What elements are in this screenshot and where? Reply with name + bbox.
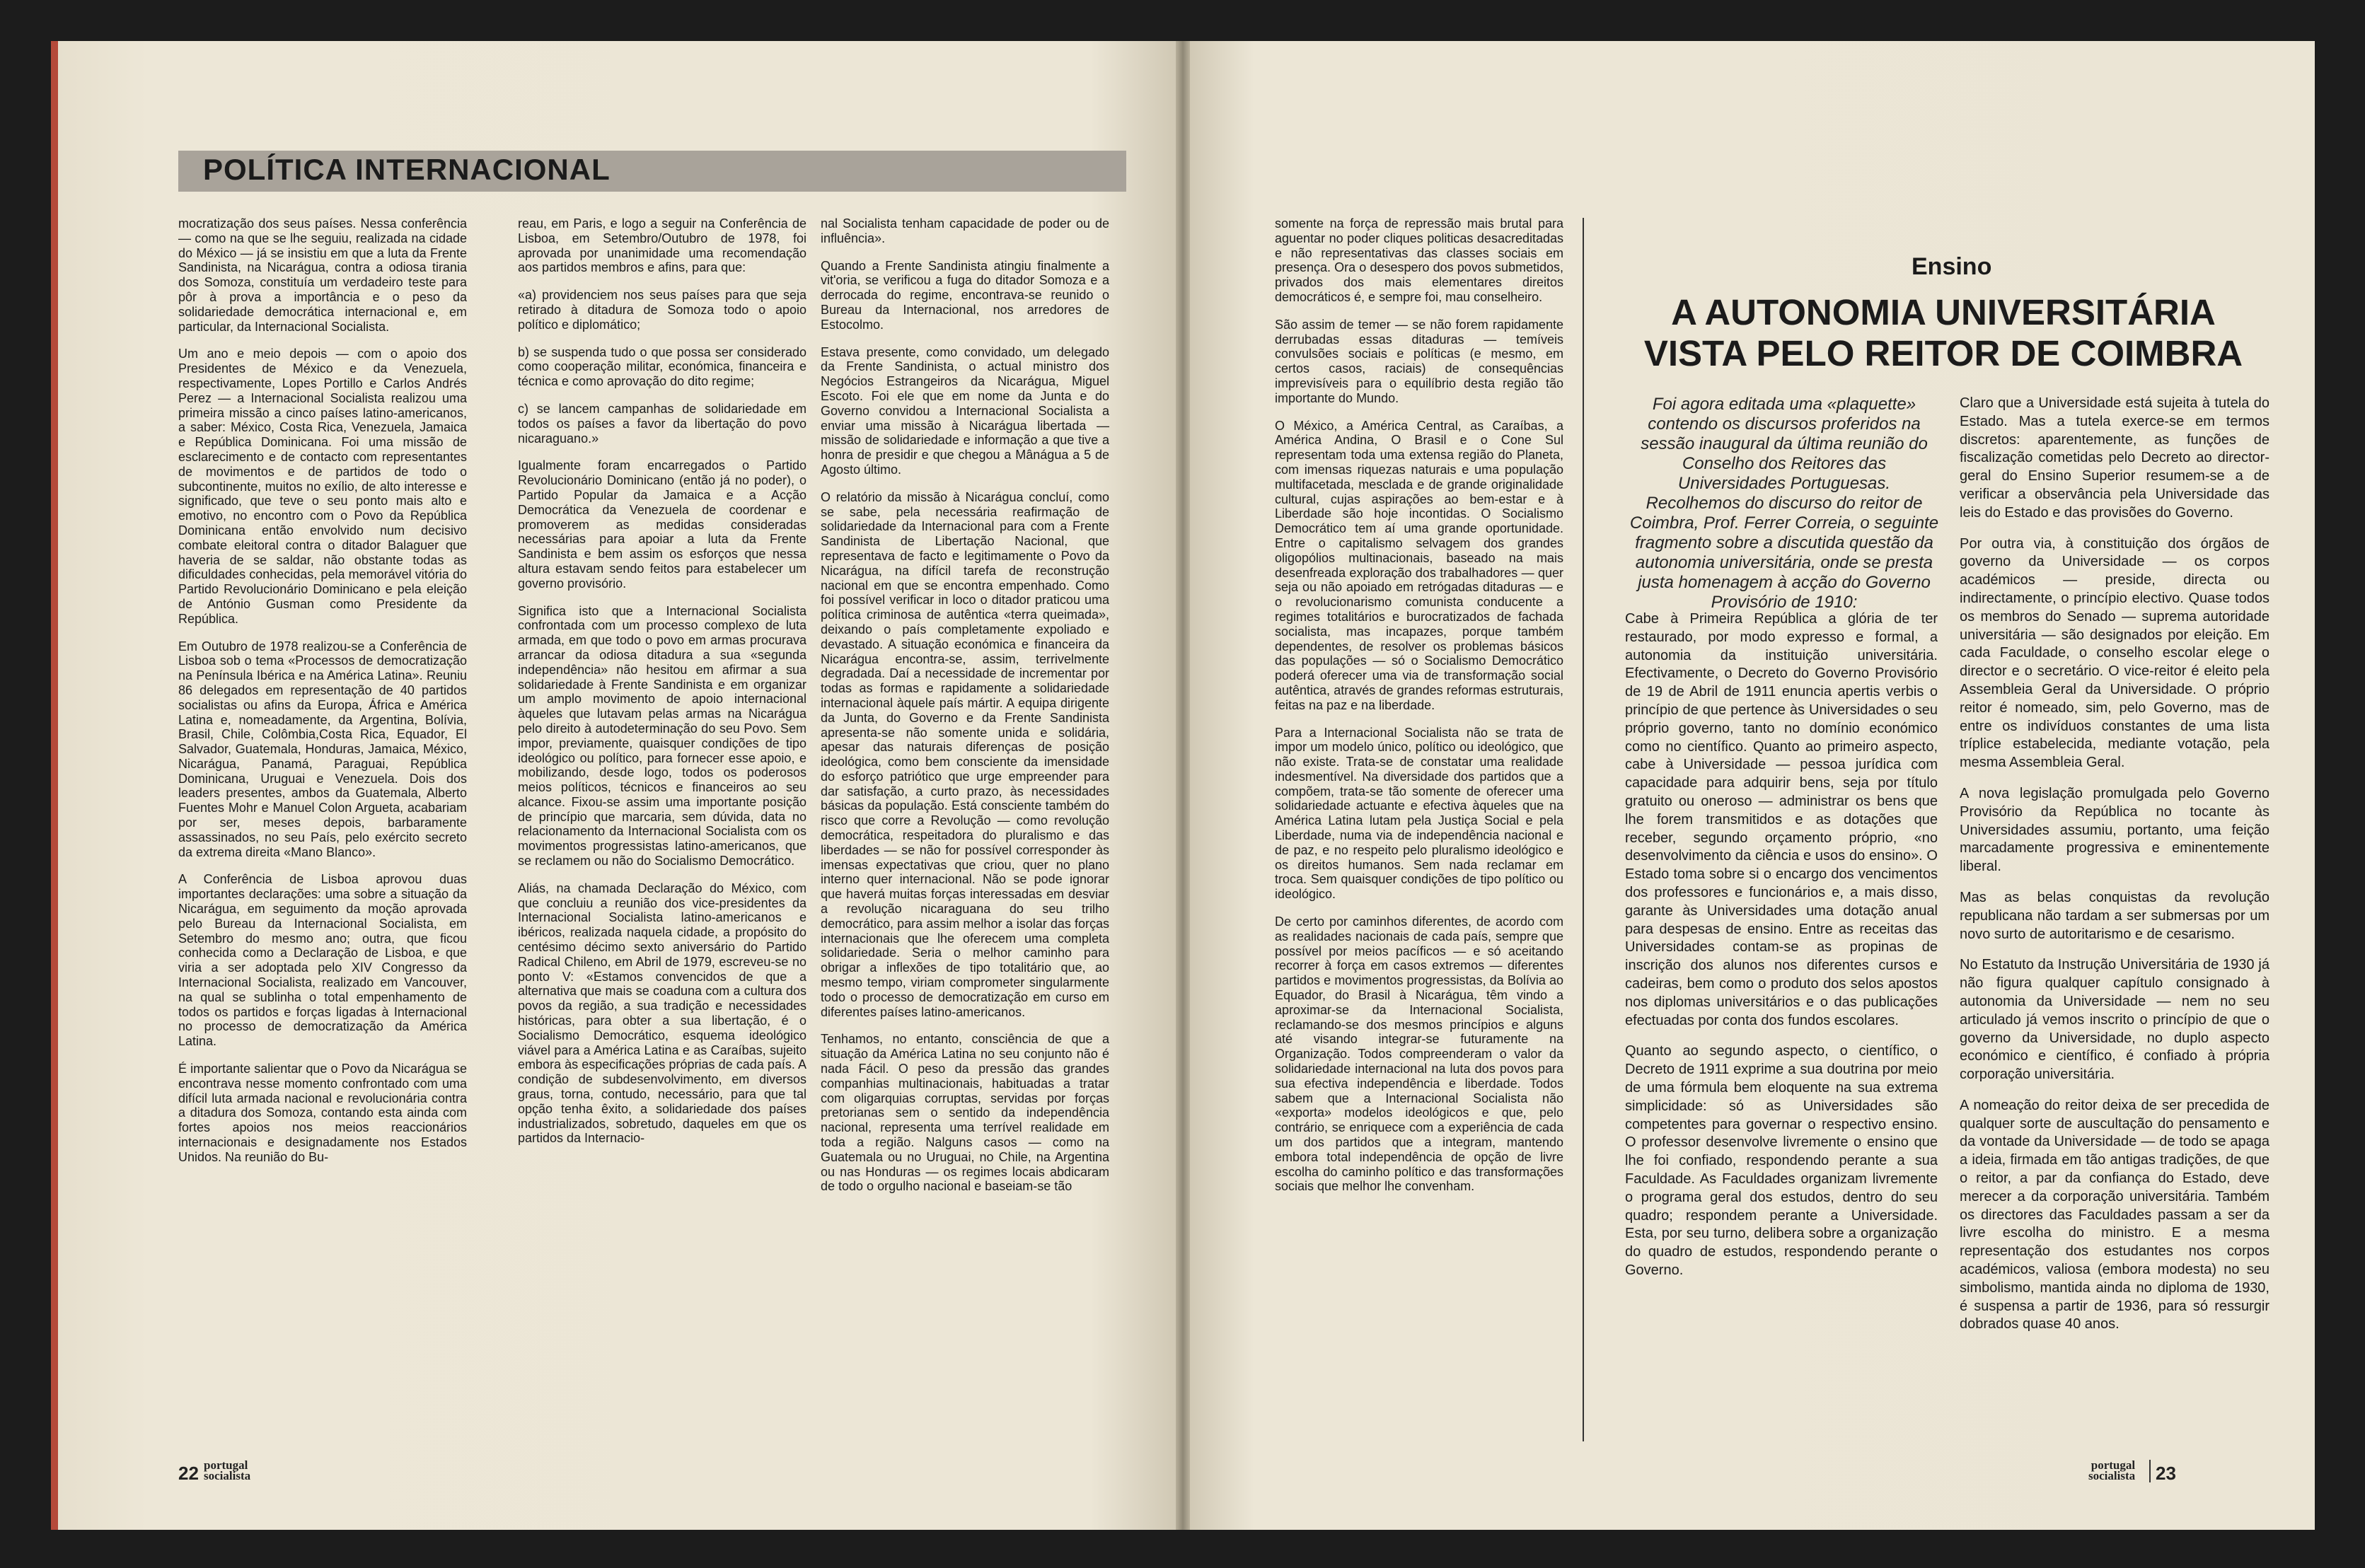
paragraph: Significa isto que a Internacional Socialista confrontada com um processo complexo de luta armada, em que todo o povo em armas procurava arrancar da odiosa ditadura a sua «segunda independência» não hesitou em afirmar a sua solidariedade à Frente Sandinista e em organizar um amplo movimento de apoio internacional àqueles que lutavam pelas armas na Nicarágua pelo direito à autodeterminação do seu Povo. Sem impor, previamente, quaisquer condições de tipo ideológico ou político, para fornecer esse apoio, e mobilizando, desde logo, todos os poderosos meios políticos, técnicos e financeiros ao seu alcance. Fixou-se assim uma importante posição de princípio que marcaria, sem dúvida, data no relacionamento da Internacional Socialista com os movimentos progressistas latino-americanos, que se reclamem ou não do Socialismo Democrático. bbox=[518, 603, 806, 869]
magazine-spread bbox=[51, 41, 2315, 1530]
paragraph: Um ano e meio depois — com o apoio dos Presidentes de México e da Venezuela, respectivamente, Lopes Portillo e Carlos Andrés Perez — a Internacional Socialista realizou uma primeira missão a cinco países latino-americanos, a saber: México, Costa Rica, Venezuela, Jamaica e República Dominicana. Foi uma missão de esclarecimento e de contacto com representantes de movimentos e de partidos de todo o subcontinente, muitos no exílio, de alto interesse e significado, que teve o seu ponto mais alto e emotivo, no encontro com o Povo da República Dominicana então envolvido num decisivo combate eleitoral contra o ditador Balaguer que haveria de se saldar, não obstante todas as dificuldades conhecidas, pela memorável vitória do Partido Revolucionário Dominicano e pela eleição de António Gusman como Presidente da República. bbox=[178, 347, 467, 626]
article-column-1 bbox=[1625, 610, 1938, 1293]
paragraph: somente na força de repressão mais brutal para aguentar no poder cliques politicas desacreditadas e não representativas das classes sociais em presença. Ora o desespero dos povos submetidos, privados dos mais elementares direitos democráticos é, e sempre foi, mau conselheiro. bbox=[1275, 216, 1563, 304]
paragraph: O relatório da missão à Nicarágua concluí, como se sabe, pela necessária reafirmação de solidariedade da Internacional para com a Frente Sandinista de Libertação Nacional, que representava de facto e legitimamente o Povo da Nicarágua, na difícil tarefa de reconstrução nacional em que se encontra empenhado. Como foi possível verificar in loco o ditador praticou uma política criminosa de autêntica «terra queimada», deixando o país completamente expoliado e devastado. A situação económica e financeira da Nicarágua encontra-se, assim, terrivelmente degradada. Daí a necessidade de incrementar por todas as formas e rapidamente a solidariedade internacional àquele país mártir. A equipa dirigente da Junta, do Governo e da Frente Sandinista apresenta-se não somente unida e solidária, apesar das naturais diferenças de posição ideológica, como bem consciente da imensidade do esforço patriótico que urge empreender para dar satisfação, a curto prazo, às necessidades básicas da população. Está consciente também do risco que corre a Revolução — como revolução democrática, respeitadora do pluralismo e das liberdades — se não for possível corresponder às imensas expectativas que criou, quer no plano interno quer internacional. Não se pode ignorar que haverá muitas forças interessadas em desviar a revolução nicaraguana do seu trilho democrático, para assim melhor a isolar das forças internacionais que lhe oferecem uma completa solidariedade. Seria o melhor caminho para obrigar a inflexões de tipo totalitário que, ao mesmo tempo, viriam comprometer singularmente todo o processo de democratização em curso em diferentes países latino-americanos. bbox=[821, 489, 1109, 1019]
paragraph: O México, a América Central, as Caraíbas, a América Andina, O Brasil e o Cone Sul representam toda uma extensa região do Planeta, com imensas riquezas naturais e uma população multifacetada, mesclada e de grande originalidade cultural, cujas aspirações ao bem-estar e à Liberdade são hoje incontidas. O Socialismo Democrático tem aí uma grande oportunidade. Entre o capitalismo selvagem dos grandes oligopólios multinacionais, baseado na mais desenfreada exploração dos trabalhadores — quer seja ou não apoiado em retrógadas ditaduras — e o revolucionarismo comunista conducente a regimes totalitários e burocratizados de fachada socialista, mas incapazes, porque também dependentes, de resolver os problemas básicos das populações — só o Socialismo Democrático poderá oferecer uma via de transformação social autêntica, através de grandes reformas estruturais, feitas na paz e na liberdade. bbox=[1275, 418, 1563, 712]
right-page-column-1 bbox=[1275, 216, 1563, 1207]
paragraph: «a) providenciem nos seus países para que seja retirado à ditadura de Somoza todo o apoio político e diplomático; bbox=[518, 288, 806, 332]
paragraph: Quando a Frente Sandinista atingiu finalmente a vit'oria, se verificou a fuga do ditador Somoza e a derrocada do regime, encontrava-se reunido o Bureau da Internacional, nos arredores de Estocolmo. bbox=[821, 258, 1109, 332]
article-lede: Foi agora editada uma «plaquette» contendo os discursos proferidos na sessão inaugural da última reunião do Conselho dos Reitores das Universidades Portuguesas. Recolhemos do discurso do reitor de Coimbra, Prof. Ferrer Correia, o seguinte fragmento sobre a discutida questão da autonomia universitária, onde se presta justa homenagem à acção do Governo Provisório de 1910: bbox=[1629, 395, 1939, 612]
paragraph: b) se suspenda tudo o que possa ser considerado como cooperação militar, económica, financeira e técnica e como aprovação do dito regime; bbox=[518, 344, 806, 389]
left-page-column-1 bbox=[178, 216, 467, 1178]
page-number-right: 23 bbox=[2156, 1463, 2176, 1484]
headline-line-2: VISTA PELO REITOR DE COIMBRA bbox=[1643, 333, 2243, 373]
left-page-column-2 bbox=[518, 216, 806, 1158]
paragraph: Por outra via, à constituição dos órgãos de governo da Universidade — os corpos académicos — preside, directa ou indirectamente, o princípio electivo. Quase todos os membros do Senado — suprema autoridade universitária — são designados por eleição. Em cada Faculdade, o conselho escolar elege o director e o secretário. O vice-reitor é eleito pela Assembleia Geral da Universidade. O próprio reitor é nomeado, sim, pelo Governo, mas de entre os indivíduos constantes de uma lista tríplice estabelecida, mediante votação, pela mesma Assembleia Geral. bbox=[1960, 535, 2269, 771]
paragraph: nal Socialista tenham capacidade de poder ou de influência». bbox=[821, 216, 1109, 245]
publication-logo-left bbox=[204, 1460, 250, 1481]
logo-word-2: socialista bbox=[204, 1469, 251, 1482]
page-gutter bbox=[1176, 41, 1190, 1530]
paragraph: Cabe à Primeira República a glória de ter restaurado, por modo expresso e formal, a autonomia da instituição universitária. Efectivamente, o Decreto do Governo Provisório de 19 de Abril de 1911 enuncia apertis verbis o princípio de que pertence às Universidades o seu próprio governo, tanto no domínio económico como no científico. Quanto ao primeiro aspecto, cabe à Universidade — pessoa jurídica com capacidade para adquirir bens, seja por título gratuito ou oneroso — administrar os bens que lhe forem transmitidos e as dotações que receber, segundo orçamento próprio, «no desenvolvimento da ciência e usos do ensino». O Estado toma sobre si o encargo dos vencimentos dos professores e funcionários e, a mais disso, garante às Universidades uma dotação anual para despesas de ensino. Entre as receitas das Universidades contam-se as propinas de inscrição dos alunos nos diferentes cursos e cadeiras, bem como o produto dos selos apostos nos diplomas universitários e o das publicações efectuadas por conta dos fundos escolares. bbox=[1625, 611, 1938, 1028]
article-column-2 bbox=[1960, 395, 2269, 1347]
paragraph: Tenhamos, no entanto, consciência de que a situação da América Latina no seu conjunto não é nada Fácil. O peso da pressão das grandes companhias multinacionais, habituadas a tratar com oligarquias corruptas, servidas por forças pretorianas sem o sentido da independência nacional, representa uma terrível realidade em toda a região. Nalguns casos — como na Guatemala ou no Uruguai, no Chile, na Argentina ou nas Honduras — os regimes locais abdicaram de todo o orgulho nacional e baseiam-se tão bbox=[821, 1032, 1109, 1194]
page-number-left: 22 bbox=[178, 1463, 199, 1484]
paragraph: c) se lancem campanhas de solidariedade em todos os países a favor da libertação do povo nicaraguano.» bbox=[518, 401, 806, 446]
paragraph: Estava presente, como convidado, um delegado da Frente Sandinista, o actual ministro dos Negócios Estrangeiros da Nicarágua, Miguel Escoto. Foi ele que em nome da Junta e do Governo convidou a Internacional Socialista a enviar uma missão à Nicarágua libertada — missão de solidariedade e informação a que tive a honra de presidir e que chegou a Mânágua a 5 de Agosto último. bbox=[821, 344, 1109, 477]
paragraph: A Conferência de Lisboa aprovou duas importantes declarações: uma sobre a situação da Nicarágua, em seguimento da moção aprovada pelo Bureau da Internacional Socialista, em Setembro do mesmo ano; outra, que ficou conhecida como a Declaração de Lisboa, e que viria a ser adoptada pelo XIV Congresso da Internacional Socialista, realizado em Vancouver, na qual se sublinha o total empenhamento de todos os partidos e forças ligadas à Internacional no processo de democratização da América Latina. bbox=[178, 872, 467, 1049]
section-title: POLÍTICA INTERNACIONAL bbox=[203, 153, 611, 186]
publication-logo-right bbox=[2088, 1460, 2135, 1481]
logo-word-2: socialista bbox=[2088, 1469, 2136, 1482]
paragraph: Aliás, na chamada Declaração do México, com que concluiu a reunião dos vice-presidentes da Internacional Socialista latino-americanos e ibéricos, realizada naquela cidade, a propósito do centésimo décimo sexto aniversário do Partido Radical Chileno, em Abril de 1979, escreveu-se no ponto V: «Estamos convencidos de que a alternativa que mais se coaduna com a cultura dos povos da região, a sua tradição e necessidades históricas, para obter a sua libertação, é o Socialismo Democrático, esquema ideológico viável para a América Latina e as Caraíbas, sujeito embora às especificações próprias de cada país. A condição de subdesenvolvimento, em diversos graus, torna, contudo, necessário, para que tal opção tenha êxito, a solidariedade dos países industrializados, sobretudo, daqueles em que os partidos da Internacio- bbox=[518, 881, 806, 1146]
paragraph: A nova legislação promulgada pelo Governo Provisório da República no tocante às Universidades assumiu, portanto, uma feição marcadamente progressiva e eminentemente liberal. bbox=[1960, 785, 2269, 875]
logo-word-1: portugal bbox=[2091, 1458, 2136, 1472]
paragraph: É importante salientar que o Povo da Nicarágua se encontrava nesse momento confrontado com uma difícil luta armada nacional e revolucionária contra a ditadura dos Somoza, contando esta ainda com fortes apoios nos meios reaccionários internacionais e designadamente nos Estados Unidos. Na reunião do Bu- bbox=[178, 1062, 467, 1164]
paragraph: reau, em Paris, e logo a seguir na Conferência de Lisboa, em Setembro/Outubro de 1978, foi aprovada por unanimidade uma recomendação aos partidos membros e afins, para que: bbox=[518, 216, 806, 275]
paragraph: Claro que a Universidade está sujeita à tutela do Estado. Mas a tutela exerce-se em termos discretos: aparentemente, as funções de fiscalização cometidas pelo Decreto ao director-geral do Ensino Superior resumem-se a de verificar a observância pela Universidade das leis do Estado e das provisões do Governo. bbox=[1960, 395, 2269, 521]
article-kicker: Ensino bbox=[1912, 253, 1992, 280]
paragraph: No Estatuto da Instrução Universitária de 1930 já não figura qualquer capítulo consignado à autonomia da Universidade — nem no seu articulado já vemos inscrito o princípio de que o governo da Universidade, no duplo aspecto económico e científico, é confiado à própria corporação universitária. bbox=[1960, 957, 2269, 1083]
column-divider bbox=[1583, 218, 1584, 1441]
paragraph: Para a Internacional Socialista não se trata de impor um modelo único, político ou ideológico, que não existe. Trata-se de constatar uma realidade indesmentível. Na diversidade dos partidos que a compõem, trata-se tão somente de oferecer uma solidariedade actuante e efectiva àqueles que na América Latina lutam pela Justiça Social e pela Liberdade, numa via de independência nacional e de paz, e no respeito pelo pluralismo ideológico e os direitos humanos. Sem nada reclamar em troca. Sem quaisquer condições de tipo político ou ideológico. bbox=[1275, 725, 1563, 902]
paragraph: De certo por caminhos diferentes, de acordo com as realidades nacionais de cada país, sempre que possível por meios pacíficos — e só aceitando recorrer à força em casos extremos — diferentes partidos e movimentos progressistas, da Bolívia ao Equador, do Brasil à Nicarágua, têm vindo a aproximar-se da Internacional Socialista, reclamando-se dos mesmos princípios e alguns até visando integrar-se futuramente na Organização. Todos compreenderam o valor da solidariedade internacional na luta dos povos para sua efectiva independência e liberdade. Todos sabem que a Internacional Socialista não «exporta» modelos ideológicos e que, pelo contrário, se enriquece com a experiência de cada um dos partidos que a integram, mantendo embora total independência de opção de livre escolha do caminho político e das transformações sociais que melhor lhe convenham. bbox=[1275, 914, 1563, 1194]
paragraph: mocratização dos seus países. Nessa conferência — como na que se lhe seguiu, realizada na cidade do México — já se insistiu em que a luta da Frente Sandinista, na Nicarágua, contra a odiosa tirania dos Somoza, constituía um verdadeiro teste para pôr à prova a importância e o peso da solidariedade democrática internacional e, em particular, da Internacional Socialista. bbox=[178, 216, 467, 334]
paragraph: Igualmente foram encarregados o Partido Revolucionário Dominicano (então já no poder), o Partido Popular da Jamaica e a Acção Democrática da Venezuela de coordenar e promoverem as medidas consideradas necessárias para apoiar a luta da Frente Sandinista e bem assim os esforços que nessa altura estavam sendo feitos para estabelecer um governo provisório. bbox=[518, 458, 806, 591]
paragraph: A nomeação do reitor deixa de ser precedida de qualquer sorte de auscultação do pensamento e da vontade da Universidade — de todo se apaga a ideia, firmada em tão antigas tradições, de que o reitor, a par da confiança do Estado, deve merecer a da corporação universitária. Também os directores das Faculdades passam a ser da livre escolha do ministro. E a mesma representação dos estudantes nos corpos académicos, valiosa (embora modesta) no seu simbolismo, mantida ainda no diploma de 1930, é suspensa a partir de 1936, para só ressurgir dobrados quase 40 anos. bbox=[1960, 1097, 2269, 1332]
left-page-column-3 bbox=[821, 216, 1109, 1207]
paragraph: São assim de temer — se não forem rapidamente derrubadas essas ditaduras — temíveis convulsões sociais e políticas (e mesmo, em certos casos, raciais) de consequências imprevisíveis para o equilíbrio desta região tão importante do Mundo. bbox=[1275, 317, 1563, 405]
paragraph: Mas as belas conquistas da revolução republicana não tardam a ser submersas por um novo surto de autoritarismo e de cesarismo. bbox=[1960, 889, 2269, 942]
paragraph: Quanto ao segundo aspecto, o científico, o Decreto de 1911 exprime a sua doutrina por meio de uma fórmula bem eloquente na sua extrema simplicidade: só as Universidades são competentes para governar o respectivo ensino. O professor desenvolve livremente o ensino que lhe foi confiado, respondendo perante a sua Faculdade. As Faculdades organizam livremente o programa geral dos estudos, dentro do seu quadro; respondem perante a Universidade. Esta, por seu turno, delibera sobre a organização do quadro de estudos, respondendo perante o Governo. bbox=[1625, 1043, 1938, 1278]
paragraph: Em Outubro de 1978 realizou-se a Conferência de Lisboa sob o tema «Processos de democratização na Península Ibérica e na América Latina». Reuniu 86 delegados em representação de 40 partidos socialistas ou afins da Europa, África e América Latina e, nomeadamente, da Argentina, Bolívia, Brasil, Chile, Colômbia,Costa Rica, Equador, El Salvador, Guatemala, Honduras, Jamaica, México, Nicarágua, Panamá, Paraguai, República Dominicana, Uruguai e Venezuela. Dois dos leaders presentes, ambos da Guatemala, Alberto Fuentes Mohr e Manuel Colon Argueta, acabariam por ser, meses depois, barbaramente assassinados, no seu País, pelo exército secreto da extrema direita «Mano Blanco». bbox=[178, 639, 467, 859]
headline-line-1: A AUTONOMIA UNIVERSITÁRIA bbox=[1671, 292, 2216, 332]
folio-divider bbox=[2149, 1460, 2151, 1482]
article-headline bbox=[1636, 292, 2251, 374]
logo-word-1: portugal bbox=[204, 1458, 248, 1472]
